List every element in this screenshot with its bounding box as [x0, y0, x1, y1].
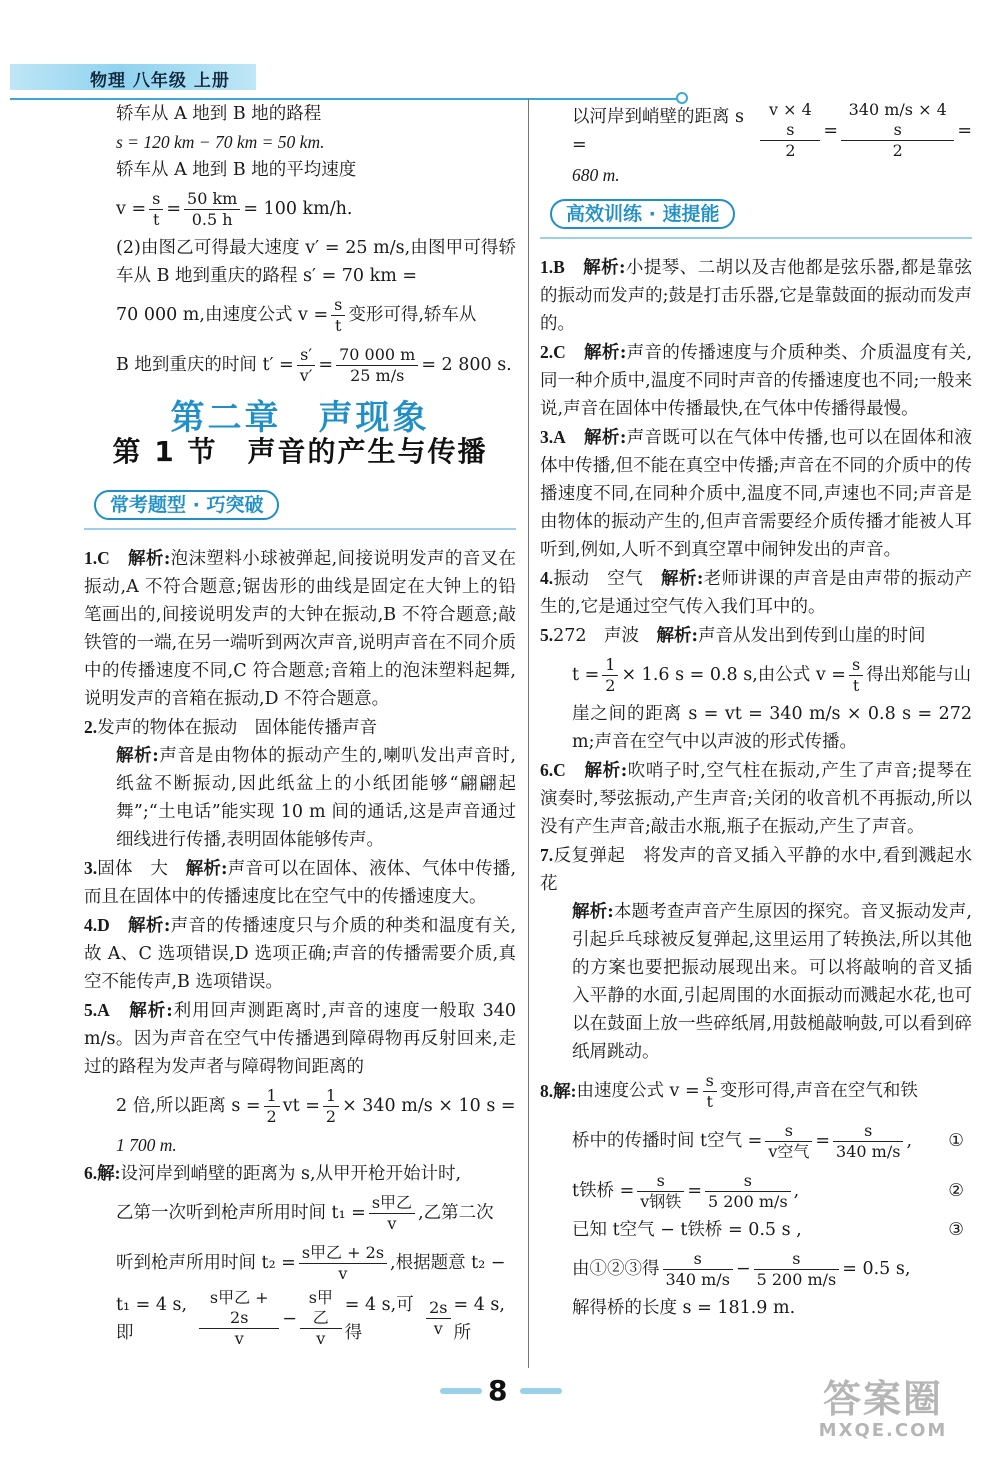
formula-text: = — [687, 1181, 702, 1201]
formula-text: = — [823, 120, 839, 141]
denominator: 0.5 h — [191, 209, 233, 229]
answer-key: 振动 空气 — [553, 569, 644, 589]
analysis-label: 解析: — [116, 746, 159, 766]
analysis-label: 解析: — [584, 343, 627, 363]
formula-text: 变形可得,声音在空气和铁 — [719, 1081, 918, 1101]
numerator: s — [705, 1171, 791, 1192]
answer-item — [84, 854, 516, 911]
numerator: s甲乙 — [369, 1193, 415, 1214]
text-line — [540, 1216, 972, 1244]
chapter-title: 第二章 声现象 — [170, 398, 430, 438]
formula-text: 由速度公式 v = — [576, 1081, 700, 1101]
formula-text: t铁桥 = — [572, 1181, 635, 1201]
answer-text: 声音是由物体的振动产生的,喇叭发出声音时,纸盆不断振动,因此纸盆上的小纸团能够“翩翩起舞”;“土电话”能实现 10 m 间的通话,这是声音通过细线进行传播,表明固体能够传声。 — [116, 746, 516, 850]
numerator: 70 000 m — [336, 345, 418, 366]
question-number: 2.C — [540, 342, 566, 362]
formula-line — [84, 1288, 516, 1349]
fraction — [754, 1249, 840, 1290]
numerator: v × 4 s — [760, 100, 820, 141]
formula-line — [84, 1081, 516, 1131]
answer-text: 声音的传播速度只与介质的种类和温度有关,故 A、C 选项错误,D 选项正确;声音的传播需要介质,真空不能传声,B 选项错误。 — [84, 916, 517, 992]
text-line: 解得桥的长度 s = 181.9 m. — [572, 1298, 796, 1318]
question-number: 6.C — [540, 760, 566, 780]
answer-key: 固体 大 — [97, 859, 168, 879]
denominator: 2 — [605, 675, 616, 695]
formula-line — [540, 100, 972, 161]
formula-text: = — [166, 199, 182, 219]
numerator: s — [331, 295, 345, 316]
formula-text: × 340 m/s × 10 s = — [342, 1096, 516, 1116]
numerator: 1 — [264, 1086, 280, 1107]
denominator: 2 — [785, 141, 796, 160]
text-line: 1 700 m. — [116, 1135, 177, 1155]
analysis-label: 解析: — [128, 549, 171, 569]
watermark — [788, 1378, 978, 1444]
text-line: s = 120 km − 70 km = 50 km. — [116, 132, 325, 152]
denominator: 340 m/s — [836, 1141, 901, 1161]
numerator: s′ — [297, 345, 316, 366]
fraction — [297, 345, 316, 386]
answer-item — [540, 253, 972, 338]
fraction — [765, 1121, 812, 1162]
answer-text: 声音的传播速度与介质种类、介质温度有关,同一种介质中,温度不同时声音的传播速度也不同;一般来说,声音在固体中传播最快,在气体中传播得最慢。 — [540, 343, 973, 419]
answer-item — [540, 756, 972, 841]
text-paragraph: 崖之间的距离 s = vt = 340 m/s × 0.8 s = 272 m;声音在空气中以声波的形式传播。 — [572, 704, 972, 752]
numerator: s — [703, 1071, 717, 1092]
answer-key: 反复弹起 将发声的音叉插入平静的水中,看到溅起水花 — [540, 846, 972, 894]
analysis-label: 解析: — [129, 1001, 173, 1021]
formula-text: = 4 s,可得 — [344, 1294, 414, 1343]
question-number: 5.A — [84, 1000, 110, 1020]
fraction — [663, 1249, 733, 1290]
question-number: 7. — [540, 845, 554, 865]
denominator: v — [338, 1263, 348, 1283]
text-line: 轿车从 A 地到 B 地的平均速度 — [116, 160, 357, 180]
formula-line — [84, 1238, 516, 1288]
answer-item — [540, 621, 972, 650]
numerator: 340 m/s × 4 s — [841, 100, 954, 141]
fraction — [299, 1243, 387, 1284]
formula-text: = — [957, 120, 972, 141]
answer-item — [84, 742, 516, 854]
question-number: 2. — [84, 717, 98, 737]
formula-line — [540, 1066, 972, 1116]
numerator: 50 km — [184, 189, 240, 210]
formula-text: 乙第一次听到枪声所用时间 t₁ = — [116, 1203, 366, 1223]
question-number: 8.解: — [540, 1081, 577, 1101]
numerator: s — [833, 1121, 903, 1142]
answer-text: 吹哨子时,空气柱在振动,产生了声音;提琴在演奏时,琴弦振动,产生声音;关闭的收音机不再振动,所以没有产生声音;敲击水瓶,瓶子在振动,产生了声音。 — [540, 761, 972, 837]
denominator: v空气 — [768, 1141, 810, 1161]
formula-line — [540, 650, 972, 700]
answer-item — [540, 564, 972, 621]
fraction — [336, 345, 418, 386]
numerator: 2s — [426, 1298, 450, 1319]
denominator: 2 — [325, 1106, 337, 1126]
formula-line — [540, 1244, 972, 1294]
section-title: 第 1 节 声音的产生与传播 — [112, 435, 488, 468]
numerator: s甲乙 + 2s — [299, 1243, 387, 1264]
denominator: t — [706, 1091, 713, 1111]
denominator: t — [153, 209, 160, 229]
denominator: v′ — [299, 365, 313, 385]
answer-key: 发声的物体在振动 固体能传播声音 — [97, 718, 378, 738]
header-label: 物理 八年级 上册 — [90, 71, 230, 91]
answer-item — [540, 423, 972, 564]
numerator: s — [765, 1121, 812, 1142]
formula-text: B 地到重庆的时间 t′ = — [116, 355, 294, 375]
answer-item — [84, 911, 516, 996]
denominator: v — [316, 1329, 326, 1348]
fraction — [703, 1071, 717, 1112]
column-divider — [528, 98, 529, 1368]
question-number: 6.解: — [84, 1163, 121, 1183]
question-number: 5. — [540, 625, 554, 645]
fraction — [602, 655, 618, 696]
question-number: 1.B — [540, 257, 565, 277]
tag-bar — [540, 193, 972, 243]
tag-bar — [84, 484, 516, 534]
numerator: s — [754, 1249, 840, 1270]
formula-text: = 4 s,所 — [453, 1294, 505, 1343]
denominator: 5 200 m/s — [707, 1191, 788, 1211]
answer-text: 声音既可以在气体中传播,也可以在固体和液体中传播,但不能在真空中传播;声音在不同的介质中的传播速度不同,在同种介质中,温度不同,声速也不同;声音是由物体的振动产生的,但声音需要经介质传播才能被人耳听到,例如,人听不到真空罩中闹钟发出的声音。 — [540, 428, 973, 560]
numerator: s — [849, 655, 863, 676]
formula-text: = 100 km/h. — [243, 199, 353, 219]
fraction — [760, 100, 820, 161]
section-tag: 常考题型 · 巧突破 — [94, 490, 279, 520]
denominator: 5 200 m/s — [756, 1269, 837, 1289]
answer-item — [84, 544, 516, 713]
question-number: 3.A — [540, 427, 566, 447]
formula-text: 70 000 m,由速度公式 v = — [116, 305, 329, 325]
formula-text: 变形可得,轿车从 — [348, 305, 477, 325]
numerator: 1 — [323, 1086, 339, 1107]
answer-text: 老师讲课的声音是由声带的振动产生的,它是通过空气传入我们耳中的。 — [540, 569, 973, 617]
fraction — [300, 1288, 342, 1349]
numerator: s — [149, 189, 163, 210]
watermark-url: MXQE.COM — [818, 1420, 948, 1441]
fraction — [369, 1193, 415, 1234]
fraction — [199, 1288, 279, 1349]
analysis-label: 解析: — [661, 569, 704, 589]
answer-item — [540, 338, 972, 423]
numerator: s — [637, 1171, 684, 1192]
denominator: v — [387, 1213, 397, 1233]
page-header — [0, 46, 690, 91]
page-number-ornament — [520, 1388, 562, 1394]
question-number: 4. — [540, 568, 554, 588]
text-line: 轿车从 A 地到 B 地的路程 — [116, 104, 322, 124]
formula-text: 听到枪声所用时间 t₂ = — [116, 1253, 296, 1273]
section-tag: 高效训练 · 速提能 — [550, 199, 735, 229]
left-column — [84, 100, 516, 1349]
page-number: 8 — [488, 1374, 508, 1407]
equation-number: ① — [948, 1131, 964, 1151]
analysis-label: 解析: — [584, 428, 627, 448]
formula-text: 已知 t空气 − t铁桥 = 0.5 s , — [572, 1220, 802, 1240]
denominator: 2 — [892, 141, 903, 160]
formula-text: × 1.6 s = 0.8 s,由公式 v = — [621, 665, 846, 685]
formula-text: 得出郑能与山 — [866, 665, 972, 685]
analysis-label: 解析: — [185, 859, 228, 879]
formula-line — [540, 1116, 972, 1166]
answer-text: 声音可以在固体、液体、气体中传播,而且在固体中的传播速度比在空气中的传播速度大。 — [84, 859, 517, 907]
formula-text: v = — [116, 199, 147, 219]
formula-line — [84, 290, 516, 340]
watermark-logo: 答案圈 — [822, 1377, 943, 1421]
formula-text: 以河岸到峭壁的距离 s = — [572, 106, 745, 155]
answer-text: 声音从发出到传到山崖的时间 — [698, 626, 926, 646]
formula-text: = 2 800 s. — [421, 355, 512, 375]
fraction — [841, 100, 954, 161]
numerator: s — [663, 1249, 733, 1270]
denominator: t — [335, 315, 342, 335]
formula-text: ,根据题意 t₂ − — [390, 1253, 506, 1273]
fraction — [331, 295, 345, 336]
formula-text: t = — [572, 665, 600, 685]
answer-text: 泡沫塑料小球被弹起,间接说明发声的音叉在振动,A 不符合题意;锯齿形的曲线是固定在大钟上的铅笔画出的,间接说明发声的大钟在振动,B 不符合题意;敲铁管的一端,在另一端听到两次声音,说明声音在不同介质中的传播速度不同,C 符合题意;音箱上的泡沫塑料起舞,说明发声的音箱在振动,D 不符合题意。 — [84, 549, 517, 709]
formula-text: vt = — [282, 1096, 320, 1116]
formula-line — [84, 340, 516, 390]
fraction — [833, 1121, 903, 1162]
denominator: 2 — [266, 1106, 277, 1126]
denominator: v钢铁 — [640, 1191, 682, 1211]
formula-text: , — [906, 1131, 913, 1151]
answer-item — [84, 1159, 516, 1188]
fraction — [705, 1171, 791, 1212]
formula-text: = 0.5 s, — [842, 1259, 911, 1279]
numerator: s甲乙 + 2s — [199, 1288, 279, 1329]
formula-text: 2 倍,所以距离 s = — [116, 1096, 261, 1116]
answer-item — [540, 898, 972, 1066]
answer-text: 小提琴、二胡以及吉他都是弦乐器,都是靠弦的振动而发声的;鼓是打击乐器,它是靠鼓面的振动而发声的。 — [540, 258, 973, 334]
equation-number: ③ — [948, 1220, 964, 1240]
answer-text: 利用回声测距离时,声音的速度一般取 340 m/s。因为声音在空气中传播遇到障碍物再反射回来,走过的路程为发声者与障碍物间距离的 — [84, 1001, 516, 1077]
analysis-label: 解析: — [656, 626, 698, 646]
numerator: 1 — [602, 655, 618, 676]
formula-text: ,乙第二次 — [418, 1203, 494, 1223]
denominator: 25 m/s — [350, 365, 405, 385]
analysis-label: 解析: — [128, 916, 171, 936]
fraction — [149, 189, 163, 230]
formula-text: t₁ = 4 s,即 — [116, 1294, 188, 1343]
answer-item — [84, 713, 516, 742]
fraction — [849, 655, 863, 696]
formula-text: − — [282, 1308, 297, 1329]
answer-item — [84, 996, 516, 1081]
equation-number: ② — [948, 1181, 964, 1201]
fraction — [426, 1298, 450, 1339]
formula-line — [84, 184, 516, 234]
right-column — [540, 100, 972, 1322]
question-number: 1.C — [84, 548, 110, 568]
fraction — [323, 1086, 339, 1127]
analysis-label: 解析: — [584, 761, 628, 781]
formula-text: , — [793, 1181, 800, 1201]
question-number: 4.D — [84, 915, 110, 935]
text-line: 680 m. — [572, 165, 620, 185]
text-paragraph: (2)由图乙可得最大速度 v′ = 25 m/s,由图甲可得轿车从 B 地到重庆的路程 s′ = 70 km = — [116, 238, 516, 286]
formula-text: = — [815, 1131, 831, 1151]
question-number: 3. — [84, 858, 98, 878]
numerator: s甲乙 — [300, 1288, 342, 1329]
answer-text: 本题考查声音产生原因的探究。音叉振动发声,引起乒乓球被反复弹起,这里运用了转换法,所以其他的方案也要把振动展现出来。可以将敲响的音叉插入平静的水面,引起周围的水面振动而溅起水花,也可以在鼓面上放一些碎纸屑,用鼓槌敲响鼓,可以看到碎纸屑跳动。 — [572, 902, 972, 1062]
formula-line — [540, 1166, 972, 1216]
formula-text: − — [735, 1259, 751, 1279]
formula-line — [84, 1188, 516, 1238]
formula-text: = — [318, 355, 334, 375]
answer-key: 272 声波 — [553, 626, 640, 646]
denominator: v — [433, 1319, 443, 1338]
denominator: 340 m/s — [665, 1269, 730, 1289]
analysis-label: 解析: — [583, 258, 626, 278]
denominator: t — [852, 675, 860, 695]
analysis-label: 解析: — [572, 902, 614, 922]
fraction — [184, 189, 240, 230]
denominator: v — [234, 1329, 244, 1348]
fraction — [264, 1086, 280, 1127]
page-number-ornament — [440, 1388, 482, 1394]
answer-text: 设河岸到峭壁的距离为 s,从甲开枪开始计时, — [120, 1164, 462, 1184]
formula-text: 桥中的传播时间 t空气 = — [572, 1131, 763, 1151]
answer-item — [540, 841, 972, 898]
fraction — [637, 1171, 684, 1212]
formula-text: 由①②③得 — [572, 1259, 660, 1279]
